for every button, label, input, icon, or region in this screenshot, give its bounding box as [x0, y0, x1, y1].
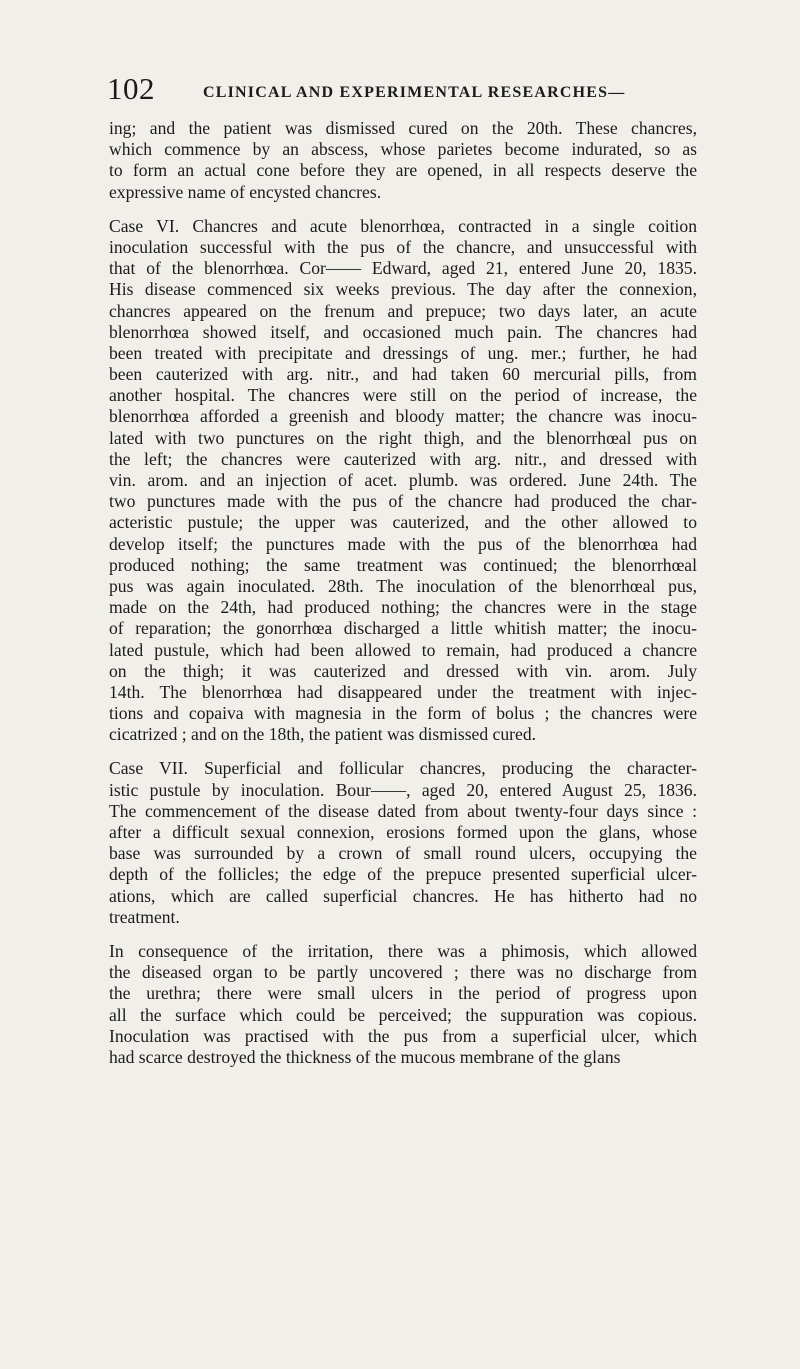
text-line: cicatrized ; and on the 18th, the patient was dismissed cured. — [109, 724, 537, 745]
text-line: two punctures made with the pus of the chancre had produced the char- — [109, 491, 697, 512]
text-line: which commence by an abscess, whose parietes become indurated, so as — [109, 139, 697, 160]
text-line: been treated with precipitate and dressings of ung. mer.; further, he had — [109, 342, 697, 363]
text-line: lated pustule, which had been allowed to remain, had produced a chancre — [109, 639, 697, 660]
text-line: to form an actual cone before they are opened, in all respects deserve the — [109, 160, 697, 181]
text-line: The commencement of the disease dated from about twenty-four days since : — [109, 800, 697, 821]
text-line: Case VII. Superficial and follicular chancres, producing the character- — [109, 758, 697, 779]
text-line: His disease commenced six weeks previous. The day after the connexion, — [109, 279, 697, 300]
page-number: 102 — [107, 71, 155, 106]
paragraph-gap — [109, 928, 697, 941]
text-line: Case VI. Chancres and acute blenorrhœa, contracted in a single coition — [109, 215, 697, 236]
text-line: been cauterized with arg. nitr., and had taken 60 mercurial pills, from — [109, 364, 697, 385]
text-line: vin. arom. and an injection of acet. plumb. was ordered. June 24th. The — [109, 470, 697, 490]
text-line: that of the blenorrhœa. Cor—— Edward, aged 21, entered June 20, 1835. — [109, 258, 697, 279]
text-line: inoculation successful with the pus of the chancre, and unsuccessful with — [109, 236, 697, 257]
text-line: all the surface which could be perceived; the suppuration was copious. — [109, 1004, 697, 1025]
text-line: after a difficult sexual connexion, erosions formed upon the glans, whose — [109, 822, 697, 842]
text-line: had scarce destroyed the thickness of the mucous membrane of the glans — [109, 1046, 621, 1067]
text-line: the left; the chancres were cauterized with arg. nitr., and dressed with — [109, 448, 697, 469]
paragraph — [109, 758, 697, 928]
text-line: expressive name of encysted chancres. — [109, 181, 382, 202]
text-line: blenorrhœa showed itself, and occasioned much pain. The chancres had — [109, 321, 697, 342]
paragraph-gap — [109, 745, 697, 758]
text-line: blenorrhœa afforded a greenish and bloody matter; the chancre was inocu- — [109, 406, 697, 427]
paragraph — [109, 118, 697, 203]
text-line: pus was again inoculated. 28th. The inoculation of the blenorrhœal pus, — [109, 575, 697, 596]
text-line: lated with two punctures on the right thigh, and the blenorrhœal pus on — [109, 427, 697, 448]
page-header — [107, 72, 707, 112]
text-line: on the thigh; it was cauterized and dressed with vin. arom. July — [109, 660, 697, 681]
text-line: another hospital. The chancres were still on the period of increase, the — [109, 385, 697, 406]
text-line: Inoculation was practised with the pus from a superficial ulcer, which — [109, 1025, 697, 1046]
text-line: 14th. The blenorrhœa had disappeared under the treatment with injec- — [109, 681, 697, 702]
text-line: tions and copaiva with magnesia in the form of bolus ; the chancres were — [109, 703, 697, 724]
text-line: istic pustule by inoculation. Bour——, aged 20, entered August 25, 1836. — [109, 779, 697, 800]
text-line: made on the 24th, had produced nothing; the chancres were in the stage — [109, 597, 697, 618]
text-line: ations, which are called superficial chancres. He has hitherto had no — [109, 885, 697, 906]
text-line: In consequence of the irritation, there was a phimosis, which allowed — [109, 940, 697, 961]
text-line: the diseased organ to be partly uncovered ; there was no discharge from — [109, 962, 697, 983]
text-line: develop itself; the punctures made with the pus of the blenorrhœa had — [109, 533, 697, 554]
body-text — [109, 118, 697, 1068]
running-head: CLINICAL AND EXPERIMENTAL RESEARCHES— — [203, 84, 626, 101]
text-line: base was surrounded by a crown of small round ulcers, occupying the — [109, 843, 697, 864]
text-line: depth of the follicles; the edge of the prepuce presented superficial ulcer- — [109, 864, 697, 885]
text-line: ing; and the patient was dismissed cured on the 20th. These chancres, — [109, 118, 697, 138]
text-line: acteristic pustule; the upper was cauterized, and the other allowed to — [109, 512, 697, 533]
text-line: chancres appeared on the frenum and prepuce; two days later, an acute — [109, 300, 697, 321]
paragraph — [109, 941, 697, 1068]
text-line: treatment. — [109, 906, 180, 927]
text-line: of reparation; the gonorrhœa discharged a little whitish matter; the inocu- — [109, 618, 697, 639]
paragraph — [109, 216, 697, 746]
text-line: the urethra; there were small ulcers in the period of progress upon — [109, 983, 697, 1004]
paragraph-gap — [109, 203, 697, 216]
text-line: produced nothing; the same treatment was continued; the blenorrhœal — [109, 554, 697, 575]
